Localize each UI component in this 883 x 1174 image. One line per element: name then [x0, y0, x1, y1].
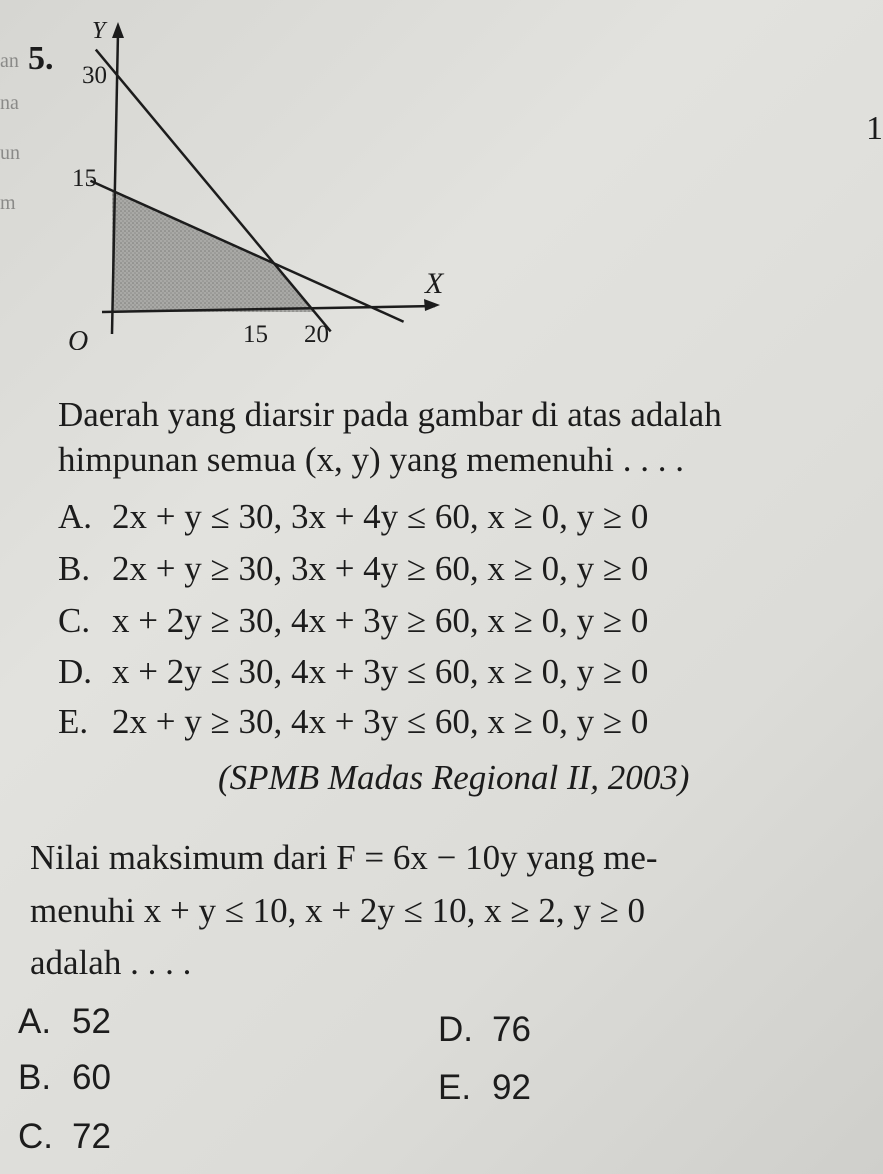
option-letter: D. [58, 652, 93, 691]
page-number: 1 [866, 110, 883, 147]
option-text: 2x + y ≤ 30, 3x + 4y ≤ 60, x ≥ 0, y ≥ 0 [112, 497, 649, 536]
option-text: 92 [492, 1068, 531, 1107]
option-text: x + 2y ≤ 30, 4x + 3y ≤ 60, x ≥ 0, y ≥ 0 [112, 652, 649, 691]
question-1-line: himpunan semua (x, y) yang memenuhi . . . . [58, 440, 684, 479]
question-1-line: Daerah yang diarsir pada gambar di atas adalah [58, 395, 722, 434]
q2-option-b[interactable] [18, 1058, 111, 1098]
q1-option-a[interactable] [58, 497, 648, 537]
q1-option-d[interactable] [58, 652, 648, 692]
option-text: 76 [492, 1010, 531, 1049]
question-2-line: adalah . . . . [30, 943, 192, 982]
option-letter: A. [18, 1002, 52, 1041]
margin-fragment: un [0, 142, 20, 164]
x-tick-label: 20 [304, 321, 329, 348]
y-axis-arrow-icon [112, 22, 124, 38]
question-1-text [58, 392, 722, 482]
option-text: 2x + y ≥ 30, 4x + 3y ≤ 60, x ≥ 0, y ≥ 0 [112, 702, 649, 741]
y-tick-label: 30 [82, 62, 107, 89]
q1-option-e[interactable] [58, 702, 648, 742]
x-axis-label: X [425, 267, 444, 300]
option-letter: E. [58, 702, 89, 741]
question-source: (SPMB Madas Regional II, 2003) [218, 758, 690, 797]
question-2-line: Nilai maksimum dari F = 6x − 10y yang me- [30, 838, 658, 877]
x-axis-arrow-icon [424, 299, 440, 311]
origin-label: O [68, 326, 89, 350]
shaded-feasible-region [112, 191, 315, 313]
option-letter: A. [58, 497, 93, 536]
option-text: 72 [72, 1117, 111, 1156]
question-number: 5. [28, 40, 54, 77]
question-2-line: menuhi x + y ≤ 10, x + 2y ≤ 10, x ≥ 2, y ≥ 0 [30, 891, 646, 930]
option-letter: B. [18, 1058, 52, 1097]
margin-fragment: m [0, 192, 16, 214]
option-letter: E. [438, 1068, 472, 1107]
y-axis-label: Y [92, 18, 106, 44]
option-text: x + 2y ≥ 30, 4x + 3y ≥ 60, x ≥ 0, y ≥ 0 [112, 601, 649, 640]
margin-fragment: na [0, 92, 19, 114]
option-text: 52 [72, 1002, 111, 1041]
option-text: 60 [72, 1058, 111, 1097]
x-tick-label: 15 [243, 321, 268, 348]
option-letter: B. [58, 549, 91, 588]
option-letter: C. [58, 601, 91, 640]
option-letter: C. [18, 1117, 53, 1156]
q2-option-e[interactable] [438, 1068, 531, 1108]
q2-option-c[interactable] [18, 1117, 111, 1157]
q1-option-c[interactable] [58, 601, 648, 641]
option-text: 2x + y ≥ 30, 3x + 4y ≥ 60, x ≥ 0, y ≥ 0 [112, 549, 649, 588]
q1-option-b[interactable] [58, 549, 648, 589]
option-letter: D. [438, 1010, 473, 1049]
q2-option-a[interactable] [18, 1002, 111, 1042]
y-tick-label: 15 [72, 165, 97, 192]
linear-program-graph [40, 10, 460, 350]
margin-fragment: an [0, 50, 19, 72]
q2-option-d[interactable] [438, 1010, 531, 1050]
